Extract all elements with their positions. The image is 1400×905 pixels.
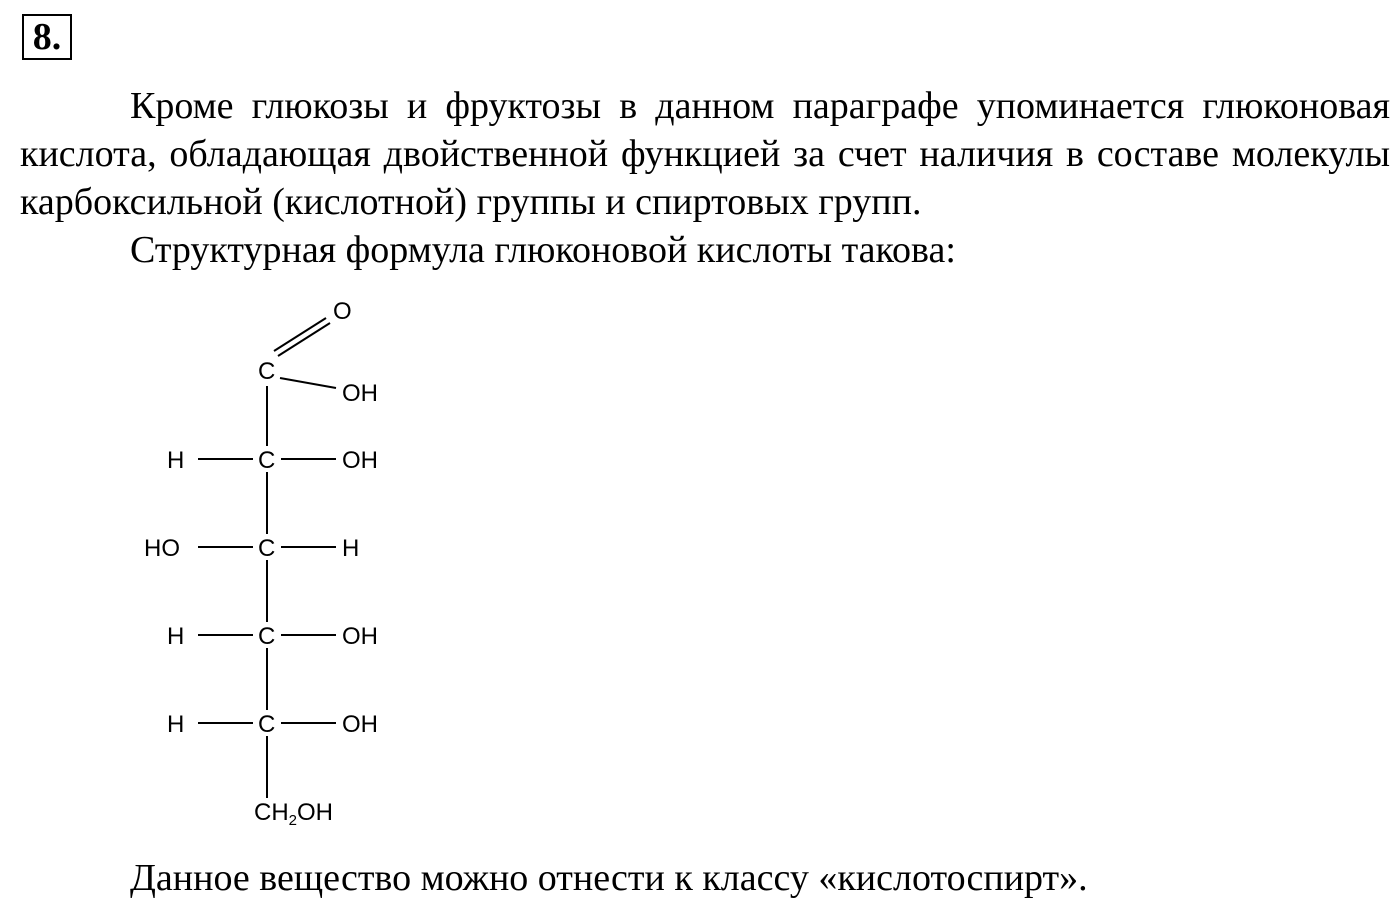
atom-row1-left: H (167, 447, 185, 474)
double-bond-line-1 (274, 318, 326, 351)
atom-row3-right: OH (342, 623, 378, 650)
atom-c1: C (258, 358, 276, 385)
task-number: 8. (32, 16, 62, 58)
bond-c1-oh (280, 378, 336, 388)
atom-row3-center: C (258, 623, 276, 650)
atom-row2-center: C (258, 535, 276, 562)
atom-ch2oh-ch: CH (254, 799, 289, 826)
atom-ch2oh (254, 799, 333, 829)
atom-ch2oh-subscript: 2 (288, 812, 298, 829)
atom-row2-left: HO (144, 535, 180, 562)
paragraph-intro: Кроме глюкозы и фруктозы в данном параграфе упоминается глюконовая кислота, обладающая двойственной функцией за счет наличия в составе молекулы карбоксильной (кислотной) группы и спиртовых групп. (20, 85, 1390, 223)
paragraph-conclusion: Данное вещество можно отнести к классу «кислотоспирт». (130, 857, 1088, 899)
atom-row4-center: C (258, 711, 276, 738)
atom-row1-center: C (258, 447, 276, 474)
atom-row4-right: OH (342, 711, 378, 738)
atom-row4-left: H (167, 711, 185, 738)
atom-row1-right: OH (342, 447, 378, 474)
atom-o-carbonyl: O (333, 298, 352, 325)
gluconic-acid-structural-formula (130, 290, 420, 840)
atom-row2-right: H (342, 535, 360, 562)
paragraph-formula-caption: Структурная формула глюконовой кислоты такова: (130, 229, 956, 271)
atom-oh-acid: OH (342, 380, 378, 407)
atom-ch2oh-oh: OH (297, 799, 334, 826)
double-bond-line-2 (278, 323, 330, 356)
task-number-box (22, 14, 72, 60)
atom-row3-left: H (167, 623, 185, 650)
